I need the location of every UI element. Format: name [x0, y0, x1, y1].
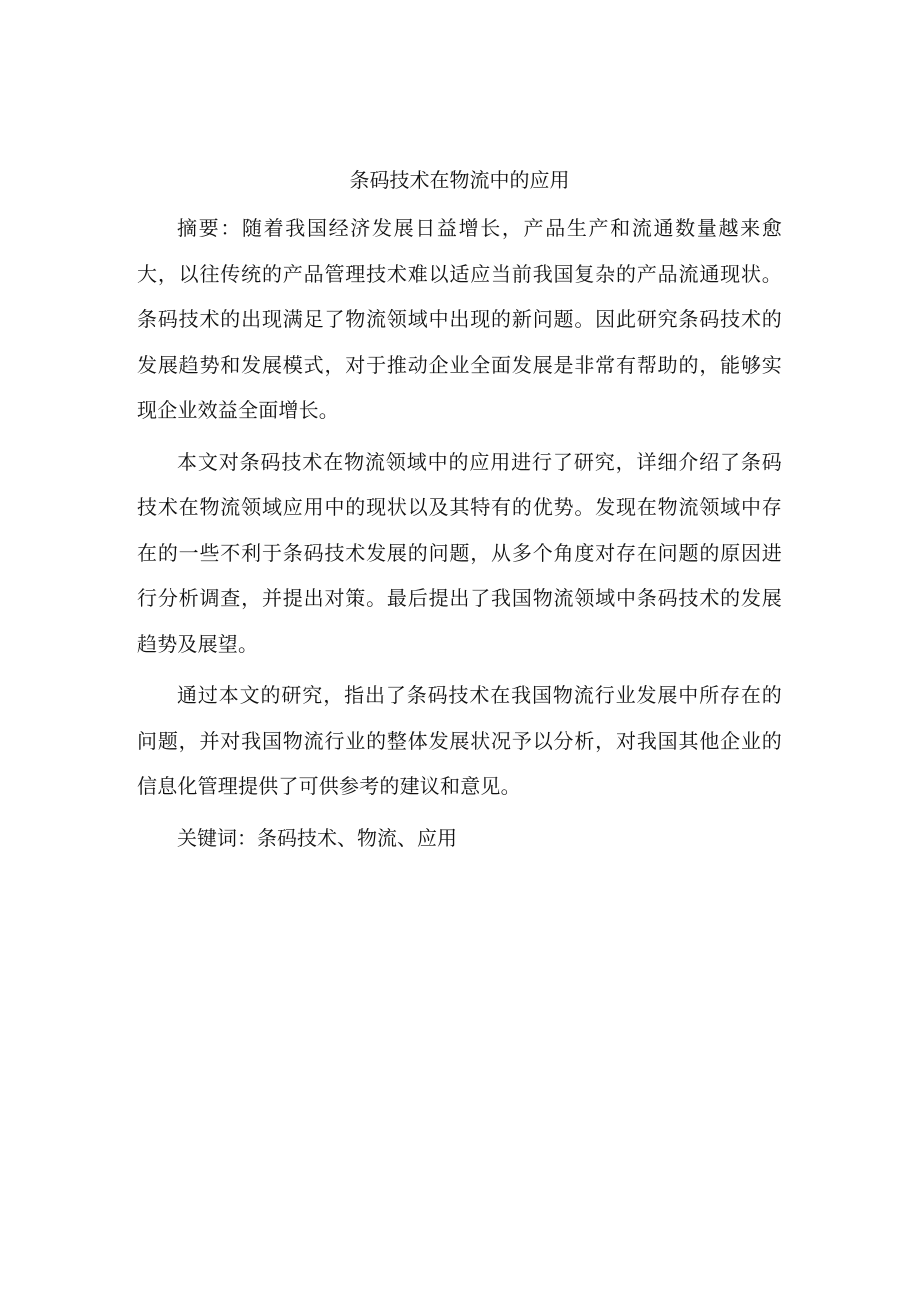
body-paragraph-2: 本文对条码技术在物流领域中的应用进行了研究，详细介绍了条码技术在物流领域应用中的现状以及其特有的优势。发现在物流领域中存在的一些不利于条码技术发展的问题，从多个角度对存在问题的原因进行分析调查，并提出对策。最后提出了我国物流领域中条码技术的发展趋势及展望。	[137, 449, 782, 656]
abstract-paragraph	[137, 206, 782, 434]
keywords-label: 关键词：	[177, 825, 257, 850]
body-paragraph-3: 通过本文的研究，指出了条码技术在我国物流行业发展中所存在的问题，并对我国物流行业的整体发展状况予以分析，对我国其他企业的信息化管理提供了可供参考的建议和意见。	[137, 683, 782, 798]
keywords-text: 条码技术、物流、应用	[257, 825, 457, 850]
abstract-text: 随着我国经济发展日益增长，产品生产和流通数量越来愈大，以往传统的产品管理技术难以适应当前我国复杂的产品流通现状。条码技术的出现满足了物流领域中出现的新问题。因此研究条码技术的发展趋势和发展模式，对于推动企业全面发展是非常有帮助的，能够实现企业效益全面增长。	[137, 216, 782, 422]
document-page	[137, 160, 782, 861]
abstract-label: 摘要：	[177, 216, 242, 240]
keywords-line	[137, 816, 782, 862]
document-title: 条码技术在物流中的应用	[349, 168, 570, 192]
